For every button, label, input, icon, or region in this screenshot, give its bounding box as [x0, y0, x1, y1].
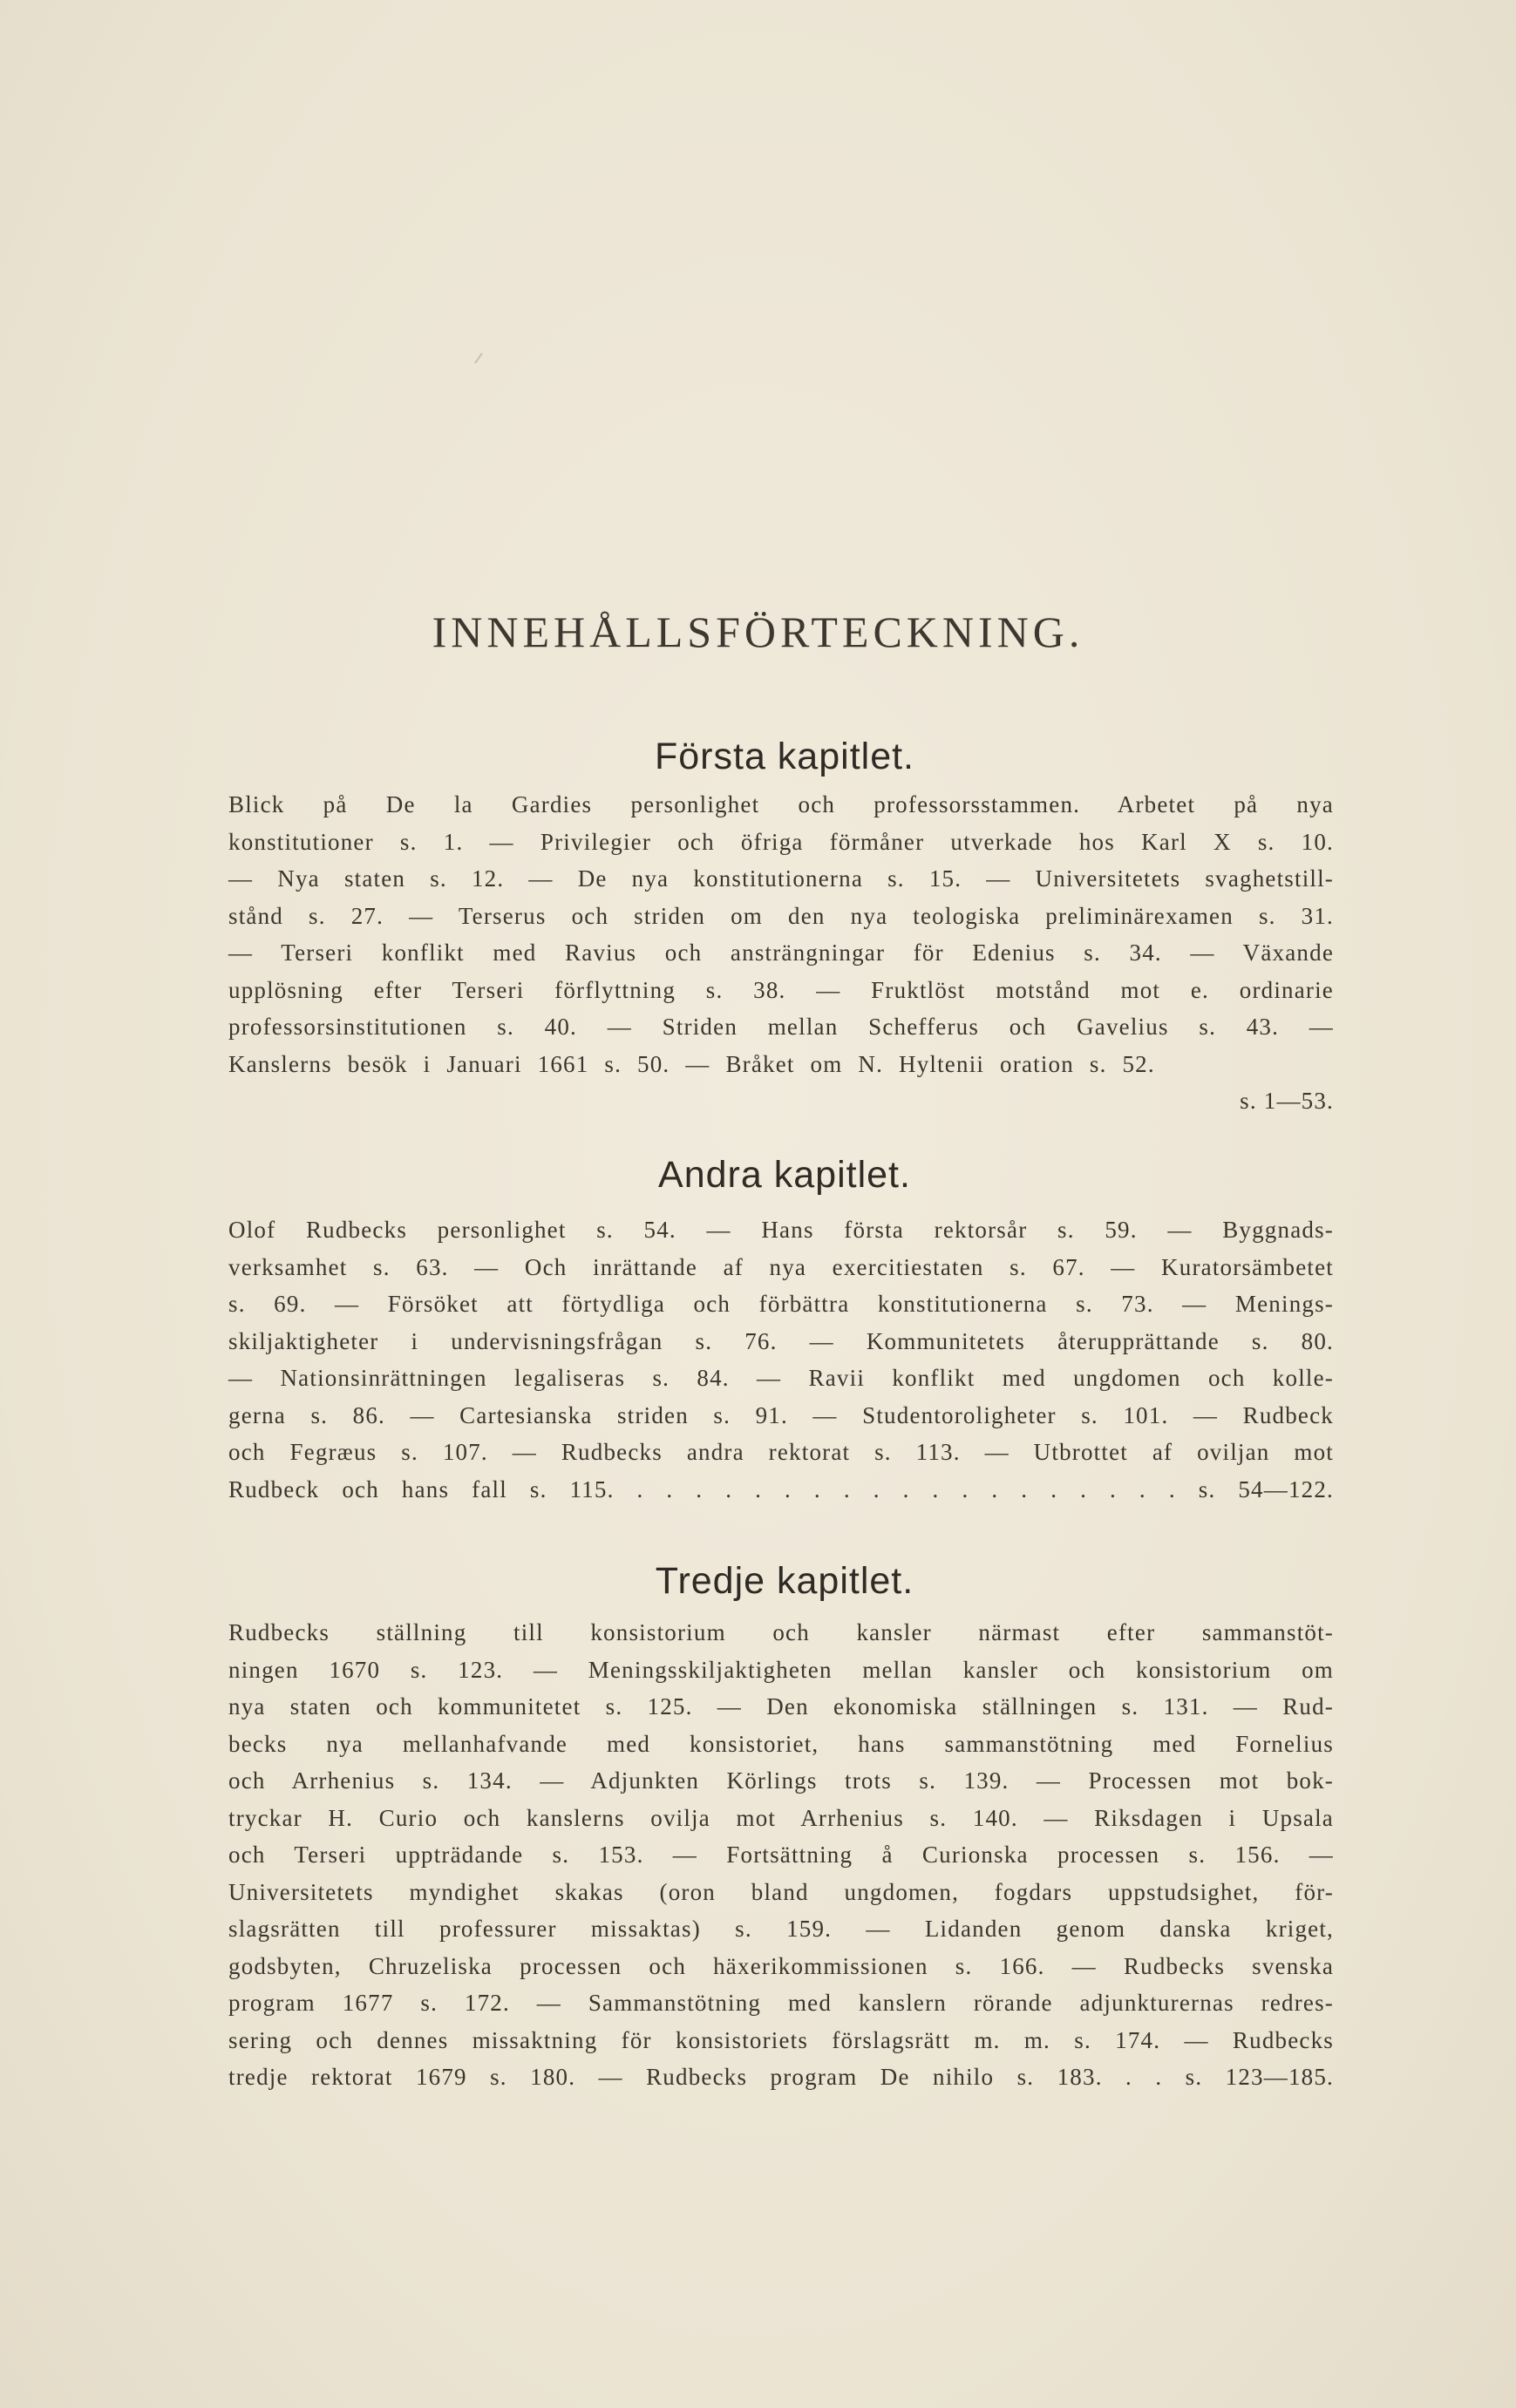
chapter-body-1: [228, 786, 1334, 1082]
chapter-body-3: [228, 1614, 1334, 2096]
chapter-heading-3: Tredje kapitlet.: [655, 1560, 914, 1602]
chapter-3-line: godsbyten, Chruzeliska processen och häxerikommissionen s. 166. — Rudbecks svenska: [228, 1952, 1334, 1979]
chapter-1-line: professorsinstitutionen s. 40. — Striden mellan Schefferus och Gavelius s. 43. —: [228, 1014, 1334, 1040]
chapter-1-line: — Nya staten s. 12. — De nya konstitutionerna s. 15. — Universitetets svaghetstill-: [228, 865, 1334, 892]
chapter-1-line: Kanslerns besök i Januari 1661 s. 50. — Bråket om N. Hyltenii oration s. 52.: [228, 1050, 1155, 1077]
chapter-1-line: upplösning efter Terseri förflyttning s. 38. — Fruktlöst motstånd mot e. ordinarie: [228, 976, 1334, 1003]
chapter-3-line: tredje rektorat 1679 s. 180. — Rudbecks program De nihilo s. 183. . . s. 123—185.: [228, 2064, 1334, 2090]
chapter-3-line: nya staten och kommunitetet s. 125. — Den ekonomiska ställningen s. 131. — Rud-: [228, 1693, 1334, 1720]
chapter-2-line: Olof Rudbecks personlighet s. 54. — Hans första rektorsår s. 59. — Byggnads-: [228, 1217, 1334, 1243]
chapter-3-line: Rudbecks ställning till konsistorium och kansler närmast efter sammanstöt-: [228, 1619, 1334, 1645]
chapter-heading-2: Andra kapitlet.: [658, 1154, 911, 1196]
chapter-2-line: Rudbeck och hans fall s. 115. . . . . . . . . . . . . . . . . . . . s. 54—122.: [228, 1475, 1334, 1502]
paper-speck-mark: [474, 353, 483, 364]
chapter-1-line: stånd s. 27. — Terserus och striden om den nya teologiska preliminärexamen s. 31.: [228, 902, 1334, 929]
chapter-3-line: tryckar H. Curio och kanslerns ovilja mot Arrhenius s. 140. — Riksdagen i Upsala: [228, 1804, 1334, 1831]
chapter-2-line: s. 69. — Försöket att förtydliga och förbättra konstitutionerna s. 73. — Menings-: [228, 1291, 1334, 1317]
chapter-2-line: verksamhet s. 63. — Och inrättande af nya exercitiestaten s. 67. — Kuratorsämbetet: [228, 1253, 1334, 1280]
chapter-1-line: — Terseri konflikt med Ravius och ansträngningar för Edenius s. 34. — Växande: [228, 939, 1334, 966]
chapter-heading-1: Första kapitlet.: [655, 736, 914, 777]
chapter-2-line: gerna s. 86. — Cartesianska striden s. 91. — Studentoroligheter s. 101. — Rudbeck: [228, 1401, 1334, 1428]
chapter-1-line: Blick på De la Gardies personlighet och professorsstammen. Arbetet på nya: [228, 791, 1334, 817]
chapter-1-page-range: s. 1—53.: [1240, 1088, 1334, 1114]
chapter-3-line: becks nya mellanhafvande med konsistoriet, hans sammanstötning med Fornelius: [228, 1730, 1334, 1757]
chapter-3-line: och Arrhenius s. 134. — Adjunkten Körlings trots s. 139. — Processen mot bok-: [228, 1767, 1334, 1794]
chapter-2-line: — Nationsinrättningen legaliseras s. 84. — Ravii konflikt med ungdomen och kolle-: [228, 1365, 1334, 1391]
page-title: INNEHÅLLSFÖRTECKNING.: [432, 607, 1084, 656]
chapter-3-line: Universitetets myndighet skakas (oron bland ungdomen, fogdars uppstudsighet, för-: [228, 1878, 1334, 1905]
chapter-3-line: ningen 1670 s. 123. — Meningsskiljaktigheten mellan kansler och konsistorium om: [228, 1656, 1334, 1683]
chapter-3-line: program 1677 s. 172. — Sammanstötning med kanslern rörande adjunkturernas redres-: [228, 1990, 1334, 2016]
chapter-3-line: slagsrätten till professurer missaktas) s. 159. — Lidanden genom danska kriget,: [228, 1916, 1334, 1942]
chapter-3-line: och Terseri uppträdande s. 153. — Fortsättning å Curionska processen s. 156. —: [228, 1842, 1334, 1868]
chapter-3-line: sering och dennes missaktning för konsistoriets förslagsrätt m. m. s. 174. — Rudbecks: [228, 2026, 1334, 2053]
chapter-2-line: skiljaktigheter i undervisningsfrågan s. 76. — Kommunitetets återupprättande s. 80.: [228, 1327, 1334, 1354]
chapter-2-line: och Fegræus s. 107. — Rudbecks andra rektorat s. 113. — Utbrottet af oviljan mot: [228, 1439, 1334, 1465]
chapter-body-2: [228, 1211, 1334, 1508]
chapter-1-line: konstitutioner s. 1. — Privilegier och öfriga förmåner utverkade hos Karl X s. 10.: [228, 828, 1334, 855]
